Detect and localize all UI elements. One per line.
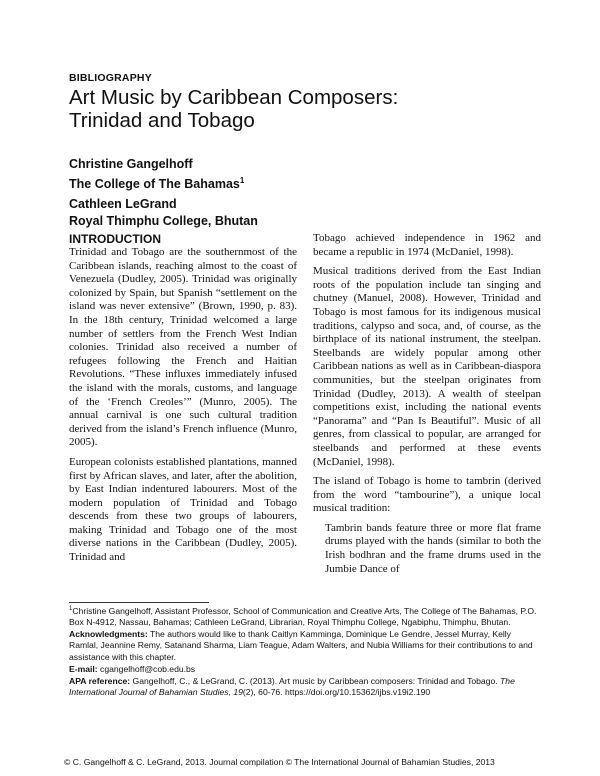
footnote-1: $^1$Christine Gangelhoff, Assistant Professor, School of Communication and Creative Arts, The College of The Bahamas, P.O. Box N-4912, Nassau, Bahamas; Cathleen LeGrand, Librarian, Royal Thimphu College, Ngabiphu, Thimphu, Bhutan. — [69, 605, 537, 628]
acknowledgments: Acknowledgments: The authors would like to thank Caitlyn Kamminga, Dominique Le Gendre, Jessel Murray, Kelly Ramlal, Jeannine Remy, Satanand Sharma, Liam Teague, Adam Walters, and Nubia Williams for their contributions to and assistance with this chapter. — [69, 629, 533, 662]
left-paragraph-1: Trinidad and Tobago are the southernmost of the Caribbean islands, reaching almost to the coast of Venezuela (Dudley, 2005). Trinidad was originally colonized by Spain, but Spanish “settlement on the island was never extensive” (Brown, 1990, p. 83). In the 18th century, Trinidad welcomed a large number of settlers from the French West Indian colonies. Trinidad also received a number of refugees following the French and Haitian Revolutions. “These influxes immediately infused the island with the morals, customs, and language of the ‘French Creoles’” (Munro, 2005). The annual carnival is one such cultural tradition derived from the island’s French influence (Munro, 2005). — [69, 246, 297, 449]
footnote-marker[interactable]: 1 — [239, 175, 245, 185]
author-2-affiliation: Royal Thimphu College, Bhutan — [69, 213, 258, 228]
author-2 — [69, 196, 258, 229]
author-block — [69, 156, 258, 233]
left-column — [69, 232, 297, 571]
author-2-name: Cathleen LeGrand — [69, 197, 177, 212]
section-label: BIBLIOGRAPHY — [69, 72, 152, 84]
title-line-2: Trinidad and Tobago — [69, 109, 255, 132]
author-1-affiliation: The College of The Bahamas$^1$ — [69, 175, 245, 191]
doi-link[interactable]: (2), 60-76. https://doi.org/10.15362/ijbs.v19i2.190 — [242, 687, 431, 698]
right-paragraph-2: Musical traditions derived from the East Indian roots of the population include tan singing and chutney (Manuel, 2008). However, Trinidad and Tobago is most famous for its indigenous musical traditions, calypso and soca, and, of course, as the birthplace of its national instrument, the steelpan. Steelbands are widely popular among other Caribbean nations as well as in Caribbean-diaspora communities, but the steelpan originates from Trinidad (Dudley, 2013). A wealth of steelpan competitions exist, including the national events “Panorama” and “Pan Is Beautiful”. Music of all genres, from classical to popular, are arranged for steelbands and performed at these events (McDaniel, 1998). — [313, 265, 541, 468]
article-title — [69, 86, 529, 132]
right-column — [313, 232, 541, 576]
title-line-1: Art Music by Caribbean Composers: — [69, 86, 399, 109]
apa-reference: APA reference: Gangelhoff, C., & LeGrand, C. (2013). Art music by Caribbean composers: Trinidad and Tobago. The International Journal of Bahamian Studies, 19(2), 60-76. https://doi.org/10.15362/ijbs.v19i2.190 — [69, 676, 515, 698]
copyright-footer: © C. Gangelhoff & C. LeGrand, 2013. Journal compilation © The International Journal of Bahamian Studies, 2013 — [64, 757, 495, 767]
introduction-heading: INTRODUCTION — [69, 232, 161, 246]
left-paragraph-2: European colonists established plantations, manned first by African slaves, and later, after the abolition, by East Indian indentured labourers. Most of the modern population of Trinidad and Tobago descends from these two groups of labourers, making Trinidad and Tobago one of the most diverse nations in the Caribbean (Dudley, 2005). Trinidad and — [69, 455, 297, 564]
email-link[interactable]: cgangelhoff@cob.edu.bs — [100, 663, 196, 674]
email-line: E-mail: cgangelhoff@cob.edu.bs — [69, 663, 196, 674]
footnotes — [69, 604, 539, 699]
right-paragraph-1: Tobago achieved independence in 1962 and became a republic in 1974 (McDaniel, 1998). — [313, 232, 541, 258]
author-1-name: Christine Gangelhoff — [69, 157, 193, 171]
author-1 — [69, 156, 258, 192]
block-quote: Tambrin bands feature three or more flat frame drums played with the hands (similar to both the Irish bodhran and the frame drums used in the Jumbie Dance of — [325, 521, 541, 575]
footnote-divider — [69, 602, 209, 603]
right-paragraph-3: The island of Tobago is home to tambrin (derived from the word “tambourine”), a unique local musical tradition: — [313, 475, 541, 515]
